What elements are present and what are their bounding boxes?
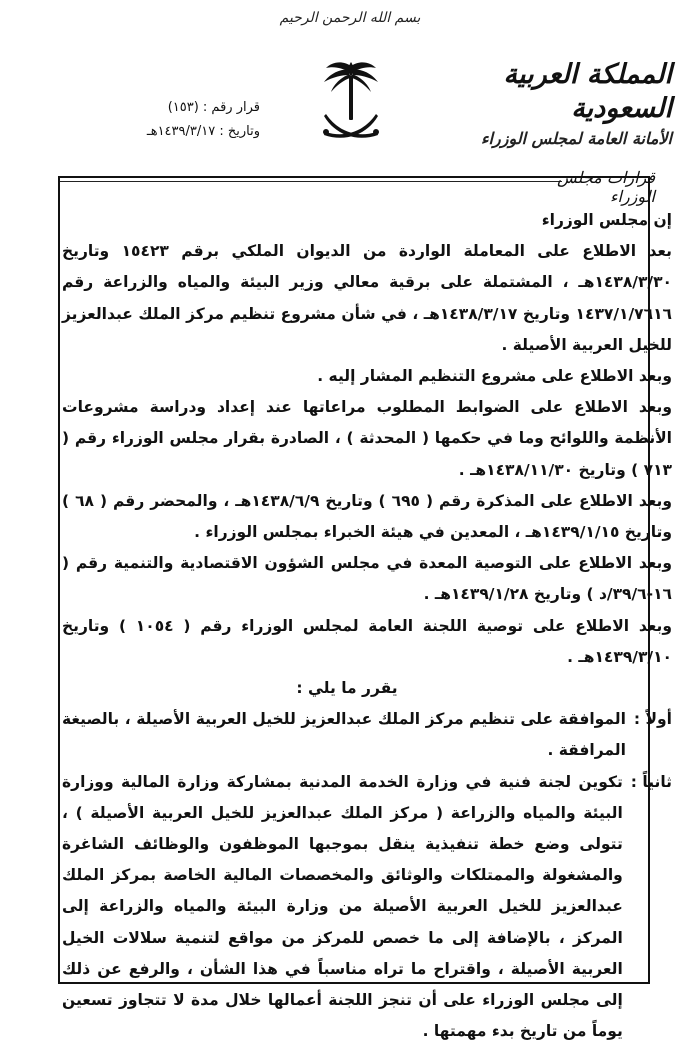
decision-reference bbox=[140, 96, 260, 144]
decision-item bbox=[62, 767, 672, 1047]
paragraph: وبعد الاطلاع على التوصية المعدة في مجلس الشؤون الاقتصادية والتنمية رقم ( ١٦-٣٩/٦/د ) وتاريخ ١٤٣٩/١/٢٨هـ . bbox=[62, 554, 672, 604]
paragraph: وبعد الاطلاع على توصية اللجنة العامة لمجلس الوزراء رقم ( ١٠٥٤ ) وتاريخ ١٤٣٩/٣/١٠هـ . bbox=[62, 616, 672, 666]
paragraph: بعد الاطلاع على المعاملة الواردة من الديوان الملكي برقم ١٥٤٢٣ وتاريخ ١٤٣٨/٣/٣٠هـ ، المشتملة على برقية معالي وزير البيئة والمياه والزراعة رقم ١٤٣٧/١/٧٦١٦ وتاريخ ١٤٣٨/٣/١٧هـ ، في شأن مشروع تنظيم مركز الملك عبدالعزيز للخيل العربية الأصيلة . bbox=[62, 242, 672, 354]
basmala: بسم الله الرحمن الرحيم bbox=[279, 10, 421, 26]
paragraph: وبعد الاطلاع على مشروع التنظيم المشار إليه . bbox=[317, 367, 672, 386]
decision-date: وتاريخ : ١٤٣٩/٣/١٧هـ bbox=[146, 124, 260, 139]
section-title: قرارات مجلس الوزراء bbox=[557, 168, 655, 206]
paragraph: وبعد الاطلاع على المذكرة رقم ( ٦٩٥ ) وتاريخ ١٤٣٨/٦/٩هـ ، والمحضر رقم ( ٦٨ ) وتاريخ ١٤٣٩/١/١٥هـ ، المعدين في هيئة الخبراء بمجلس الوزراء . bbox=[62, 491, 672, 542]
palm-and-crossed-swords-icon bbox=[318, 58, 384, 150]
decision-body bbox=[62, 205, 672, 1047]
item-label: أولاً : bbox=[633, 710, 672, 729]
decides-heading: يقرر ما يلي : bbox=[296, 679, 398, 698]
decision-number: قرار رقم : (١٥٣) bbox=[167, 100, 260, 115]
item-text: الموافقة على تنظيم مركز الملك عبدالعزيز للخيل العربية الأصيلة ، بالصيغة المرافقة . bbox=[62, 710, 626, 760]
decision-item bbox=[62, 704, 672, 766]
item-label: ثانياً : bbox=[630, 772, 672, 791]
letterhead bbox=[442, 58, 672, 152]
kingdom-name: المملكة العربية السعودية bbox=[503, 59, 672, 124]
item-text: تكوين لجنة فنية في وزارة الخدمة المدنية بمشاركة وزارة المالية ووزارة البيئة والمياه والزراعة ( مركز الملك عبدالعزيز للخيل العربية الأصيلة ) ، تتولى وضع خطة تنفيذية ينقل بموجبها الموظفون والوظائف الشاغرة والمشغولة والممتلكات والوثائق والمخصصات المالية الخاصة بمركز الملك عبدالعزيز للخيل العربية الأصيلة من وزارة البيئة والمياه والزراعة إلى المركز ، بالإضافة إلى ما خصص للمركز من مواقع لتنمية سلالات الخيل العربية الأصيلة ، واقتراح ما تراه مناسباً في هذا الشأن ، والرفع عن ذلك إلى مجلس الوزراء على أن تنجز اللجنة أعمالها خلال مدة لا تتجاوز تسعين يوماً من تاريخ بدء مهمتها . bbox=[62, 772, 623, 1041]
opening-line: إن مجلس الوزراء bbox=[541, 211, 672, 229]
secretariat-name: الأمانة العامة لمجلس الوزراء bbox=[481, 129, 672, 148]
paragraph: وبعد الاطلاع على الضوابط المطلوب مراعاتها عند إعداد ودراسة مشروعات الأنظمة واللوائح وما في حكمها ( المحدثة ) ، الصادرة بقرار مجلس الوزراء رقم ( ٧١٣ ) وتاريخ ١٤٣٨/١١/٣٠هـ . bbox=[62, 398, 672, 479]
